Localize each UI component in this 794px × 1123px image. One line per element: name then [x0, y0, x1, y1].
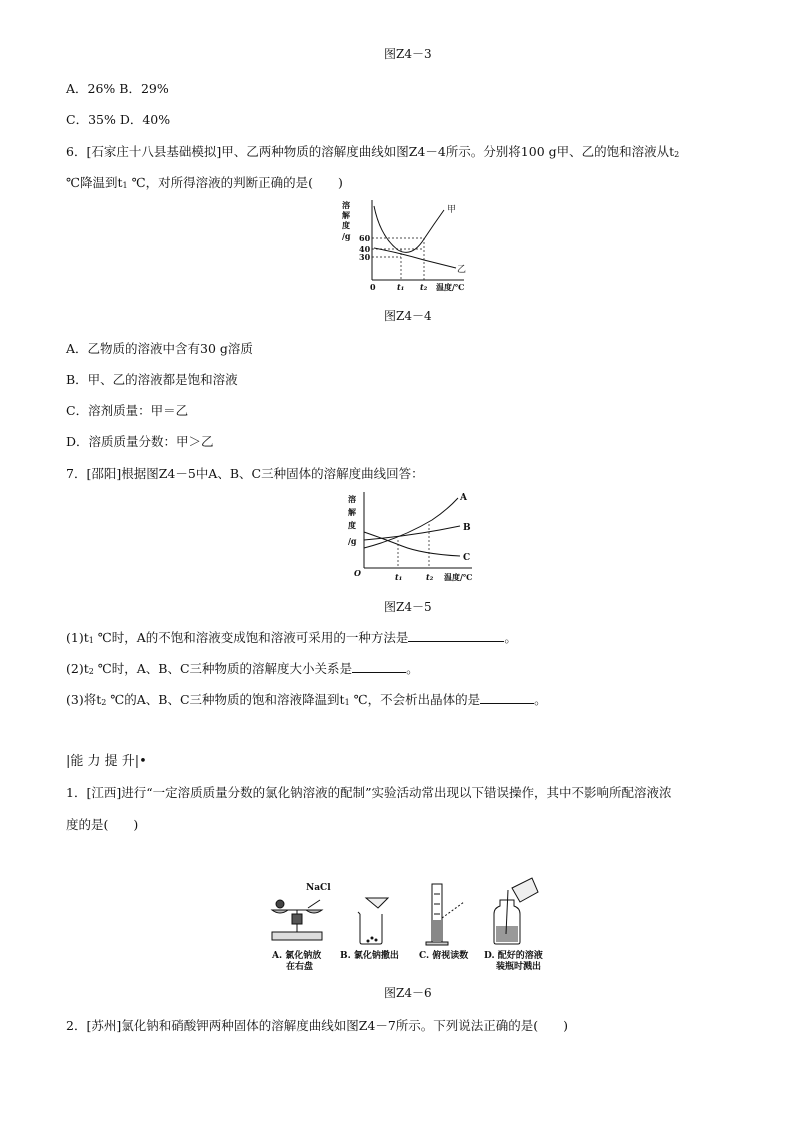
nacl-label: NaCl [306, 883, 331, 893]
answer-blank-2[interactable] [352, 661, 406, 673]
y-tick-60: 60 [359, 233, 371, 243]
series-label-jia: 甲 [447, 205, 457, 215]
series-label-a: A [460, 493, 467, 503]
y-label-char: /g [348, 536, 357, 546]
q5-options-row-2: C．35% D．40% [66, 112, 171, 127]
y-tick-40: 40 [359, 244, 371, 254]
y-label-char: /g [342, 231, 351, 241]
q6-option-c: C．溶剂质量：甲＝乙 [66, 403, 189, 418]
y-label-char: 解 [342, 210, 350, 220]
balance-icon [272, 900, 322, 940]
figure-caption-z4-4: 图Z4－4 [384, 309, 432, 323]
answer-blank-3[interactable] [480, 692, 534, 704]
x-tick-0: 0 [370, 282, 376, 292]
curve-jia [374, 206, 444, 252]
x-tick-t1: t₁ [397, 282, 405, 292]
y-label-char: 溶 [342, 200, 350, 210]
x-tick-t1: t₁ [395, 572, 403, 582]
question-6-line-1: 6．[石家庄十八县基础模拟]甲、乙两种物质的溶解度曲线如图Z4－4所示。分别将100 g甲、乙的饱和溶液从$t_2$ [66, 144, 680, 159]
curve-yi [374, 248, 456, 268]
y-label-char: 溶 [348, 494, 356, 504]
x-axis-label: 温度/℃ [436, 282, 465, 292]
x-axis-label: 温度/℃ [444, 572, 473, 582]
y-label-char: 度 [342, 220, 350, 230]
solubility-chart-z4-4 [340, 196, 475, 296]
y-label-char: 度 [348, 520, 356, 530]
fig6-label-d-line-1: D. 配好的溶液 [484, 951, 543, 961]
x-tick-t2: t₂ [420, 282, 428, 292]
q5-options-row-1: A．26% B．29% [66, 81, 169, 96]
solubility-chart-z4-5 [342, 488, 482, 586]
section-question-1-line-1: 1．[江西]进行“一定溶质质量分数的氯化钠溶液的配制”实验活动常出现以下错误操作，其中不影响所配溶液浓 [66, 785, 672, 800]
section-question-2: 2．[苏州]氯化钠和硝酸钾两种固体的溶解度曲线如图Z4－7所示。下列说法正确的是( ) [66, 1018, 569, 1033]
series-label-yi: 乙 [457, 265, 467, 275]
fig6-label-b: B. 氯化钠撒出 [340, 951, 399, 961]
y-tick-30: 30 [359, 252, 371, 262]
section-title-ability-improvement: |能 力 提 升|• [66, 754, 147, 769]
fig6-label-a-line-2: 在右盘 [286, 962, 314, 972]
question-6-line-2: ℃降温到$t_1$ ℃，对所得溶液的判断正确的是( ) [66, 175, 343, 190]
fig6-label-c: C. 俯视读数 [419, 951, 469, 961]
answer-blank-1[interactable] [408, 630, 504, 642]
section-question-1-line-2: 度的是( ) [66, 817, 139, 832]
question-7-part-1: $(1)t_1$ ℃时，A的不饱和溶液变成饱和溶液可采用的一种方法是 。 [66, 630, 517, 645]
question-7-part-2: $(2)t_2$ ℃时，A、B、C三种物质的溶解度大小关系是 。 [66, 661, 419, 676]
reagent-bottle-icon [494, 878, 538, 944]
figure-caption-z4-3: 图Z4－3 [384, 47, 432, 61]
series-label-c: C [463, 553, 471, 563]
fig6-label-a-line-1: A. 氯化钠放 [272, 951, 322, 961]
beaker-spill-icon [358, 898, 388, 944]
figure-caption-z4-5: 图Z4－5 [384, 600, 432, 614]
question-7-intro: 7．[邵阳]根据图Z4－5中A、B、C三种固体的溶解度曲线回答： [66, 466, 424, 481]
curve-a [364, 498, 458, 548]
q6-option-d: D．溶质质量分数：甲＞乙 [66, 434, 214, 449]
q6-option-b: B．甲、乙的溶液都是饱和溶液 [66, 372, 238, 387]
figure-caption-z4-6: 图Z4－6 [384, 986, 432, 1000]
lab-operations-figure-z4-6 [262, 874, 562, 974]
q6-option-a: A．乙物质的溶液中含有30 g溶质 [66, 341, 253, 356]
question-7-part-3: (3)将$t_2$ ℃的A、B、C三种物质的饱和溶液降温到$t_1$ ℃，不会析出晶体的是 。 [66, 692, 547, 707]
y-label-char: 解 [348, 507, 356, 517]
x-tick-origin: O [354, 568, 361, 578]
fig6-label-d-line-2: 装瓶时溅出 [496, 962, 542, 972]
curve-b [364, 526, 460, 540]
series-label-b: B [463, 523, 471, 533]
graduated-cylinder-icon [426, 884, 464, 945]
x-tick-t2: t₂ [426, 572, 434, 582]
